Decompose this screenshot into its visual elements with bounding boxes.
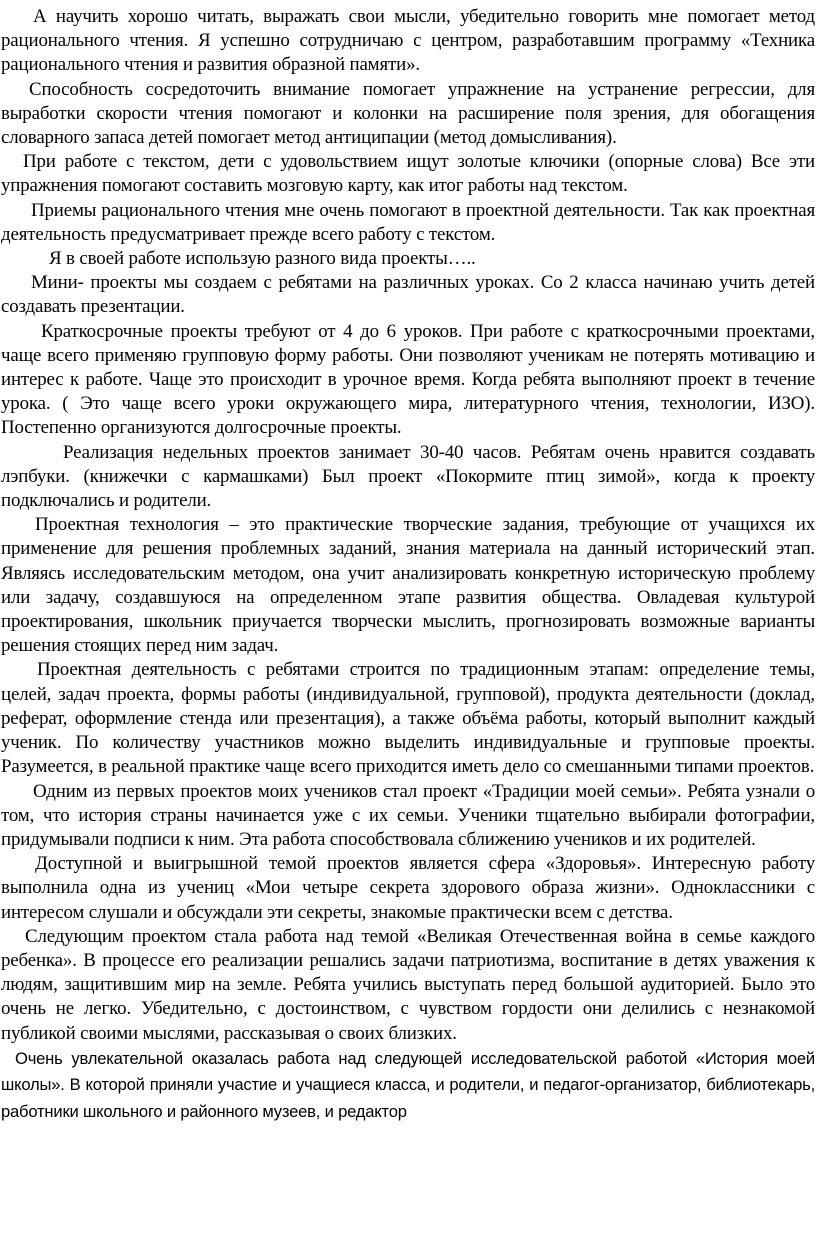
document-body bbox=[1, 5, 815, 1125]
paragraph-4: Приемы рационального чтения мне очень помогают в проектной деятельности. Так как проектная деятельность предусматривает прежде всего работу с текстом. bbox=[1, 199, 815, 245]
paragraph-1: А научить хорошо читать, выражать свои мысли, убедительно говорить мне помогает метод рационального чтения. Я успешно сотрудничаю с центром, разработавшим программу «Техника рационального чтения и развития образной памяти». bbox=[1, 6, 815, 76]
paragraph-5: Я в своей работе использую разного вида проекты….. bbox=[49, 248, 476, 270]
paragraph-8: Реализация недельных проектов занимает 30-40 часов. Ребятам очень нравится создавать лэпбуки. (книжечки с кармашками) Был проект «Покормите птиц зимой», когда к проекту подключались и родители. bbox=[1, 441, 815, 512]
paragraph-9: Проектная технология – это практические творческие задания, требующие от учащихся их применение для решения проблемных заданий, знания материала на данный исторический этап. Являясь исследовательским методом, она учит анализировать конкретную историческую проблему или задачу, создавшуюся на определенном этапе развития общества. Овладевая культурой проектирования, школьник приучается творчески мыслить, прогнозировать возможные варианты решения стоящих перед ним задач. bbox=[1, 514, 815, 657]
paragraph-7: Краткосрочные проекты требуют от 4 до 6 уроков. При работе с краткосрочными проектами, чаще всего применяю групповую форму работы. Они позволяют ученикам не потерять мотивацию и интерес к работе. Чаще это происходит в урочное время. Когда ребята выполняют проект в течение урока. ( Это чаще всего уроки окружающего мира, литературного чтения, технологии, ИЗО). Постепенно организуются долгосрочные проекты. bbox=[1, 320, 815, 439]
paragraph-6: Мини- проекты мы создаем с ребятами на различных уроках. Со 2 класса начинаю учить детей создавать презентации. bbox=[1, 272, 815, 318]
paragraph-2: Способность сосредоточить внимание помогает упражнение на устранение регрессии, для выработки скорости чтения помогают и колонки на расширение поля зрения, для обогащения словарного запаса детей помогает метод антиципации (метод домысливания). bbox=[1, 78, 815, 149]
paragraph-11: Одним из первых проектов моих учеников стал проект «Традиции моей семьи». Ребята узнали о том, что история страны начинается уже с их семьи. Ученики тщательно выбирали фотографии, придумывали подписи к ним. Эта работа способствовала сближению учеников и их родителей. bbox=[1, 780, 815, 850]
paragraph-12: Доступной и выигрышной темой проектов является сфера «Здоровья». Интересную работу выполнила одна из учениц «Мои четыре секрета здорового образа жизни». Одноклассники с интересом слушали и обсуждали эти секреты, знакомые практически всем с детства. bbox=[1, 853, 815, 923]
paragraph-10: Проектная деятельность с ребятами строится по традиционным этапам: определение темы, целей, задач проекта, формы работы (индивидуальной, групповой), продукта деятельности (доклад, реферат, оформление стенда или презентация), а также объёма работы, который выполнит каждый ученик. По количеству участников можно выделить индивидуальные и групповые проекты. Разумеется, в реальной практике чаще всего приходится иметь дело со смешанными типами проектов. bbox=[1, 659, 815, 778]
paragraph-13: Следующим проектом стала работа над темой «Великая Отечественная война в семье каждого ребенка». В процессе его реализации решались задачи патриотизма, воспитание в детях уважения к людям, защитившим мир на земле. Ребята учились выступать перед большой аудиторией. Было это очень не легко. Убедительно, с достоинством, с чувством гордости они делились с незнакомой публикой своими мыслями, рассказывая о своих близких. bbox=[1, 925, 815, 1044]
paragraph-final: Очень увлекательной оказалась работа над следующей исследовательской работой «История моей школы». В которой приняли участие и учащиеся класса, и родители, и педагог-организатор, библиотекарь, работники школьного и районного музеев, и редактор bbox=[1, 1048, 815, 1121]
paragraph-3: При работе с текстом, дети с удовольствием ищут золотые ключики (опорные слова) Все эти упражнения помогают составить мозговую карту, как итог работы над текстом. bbox=[1, 151, 815, 197]
